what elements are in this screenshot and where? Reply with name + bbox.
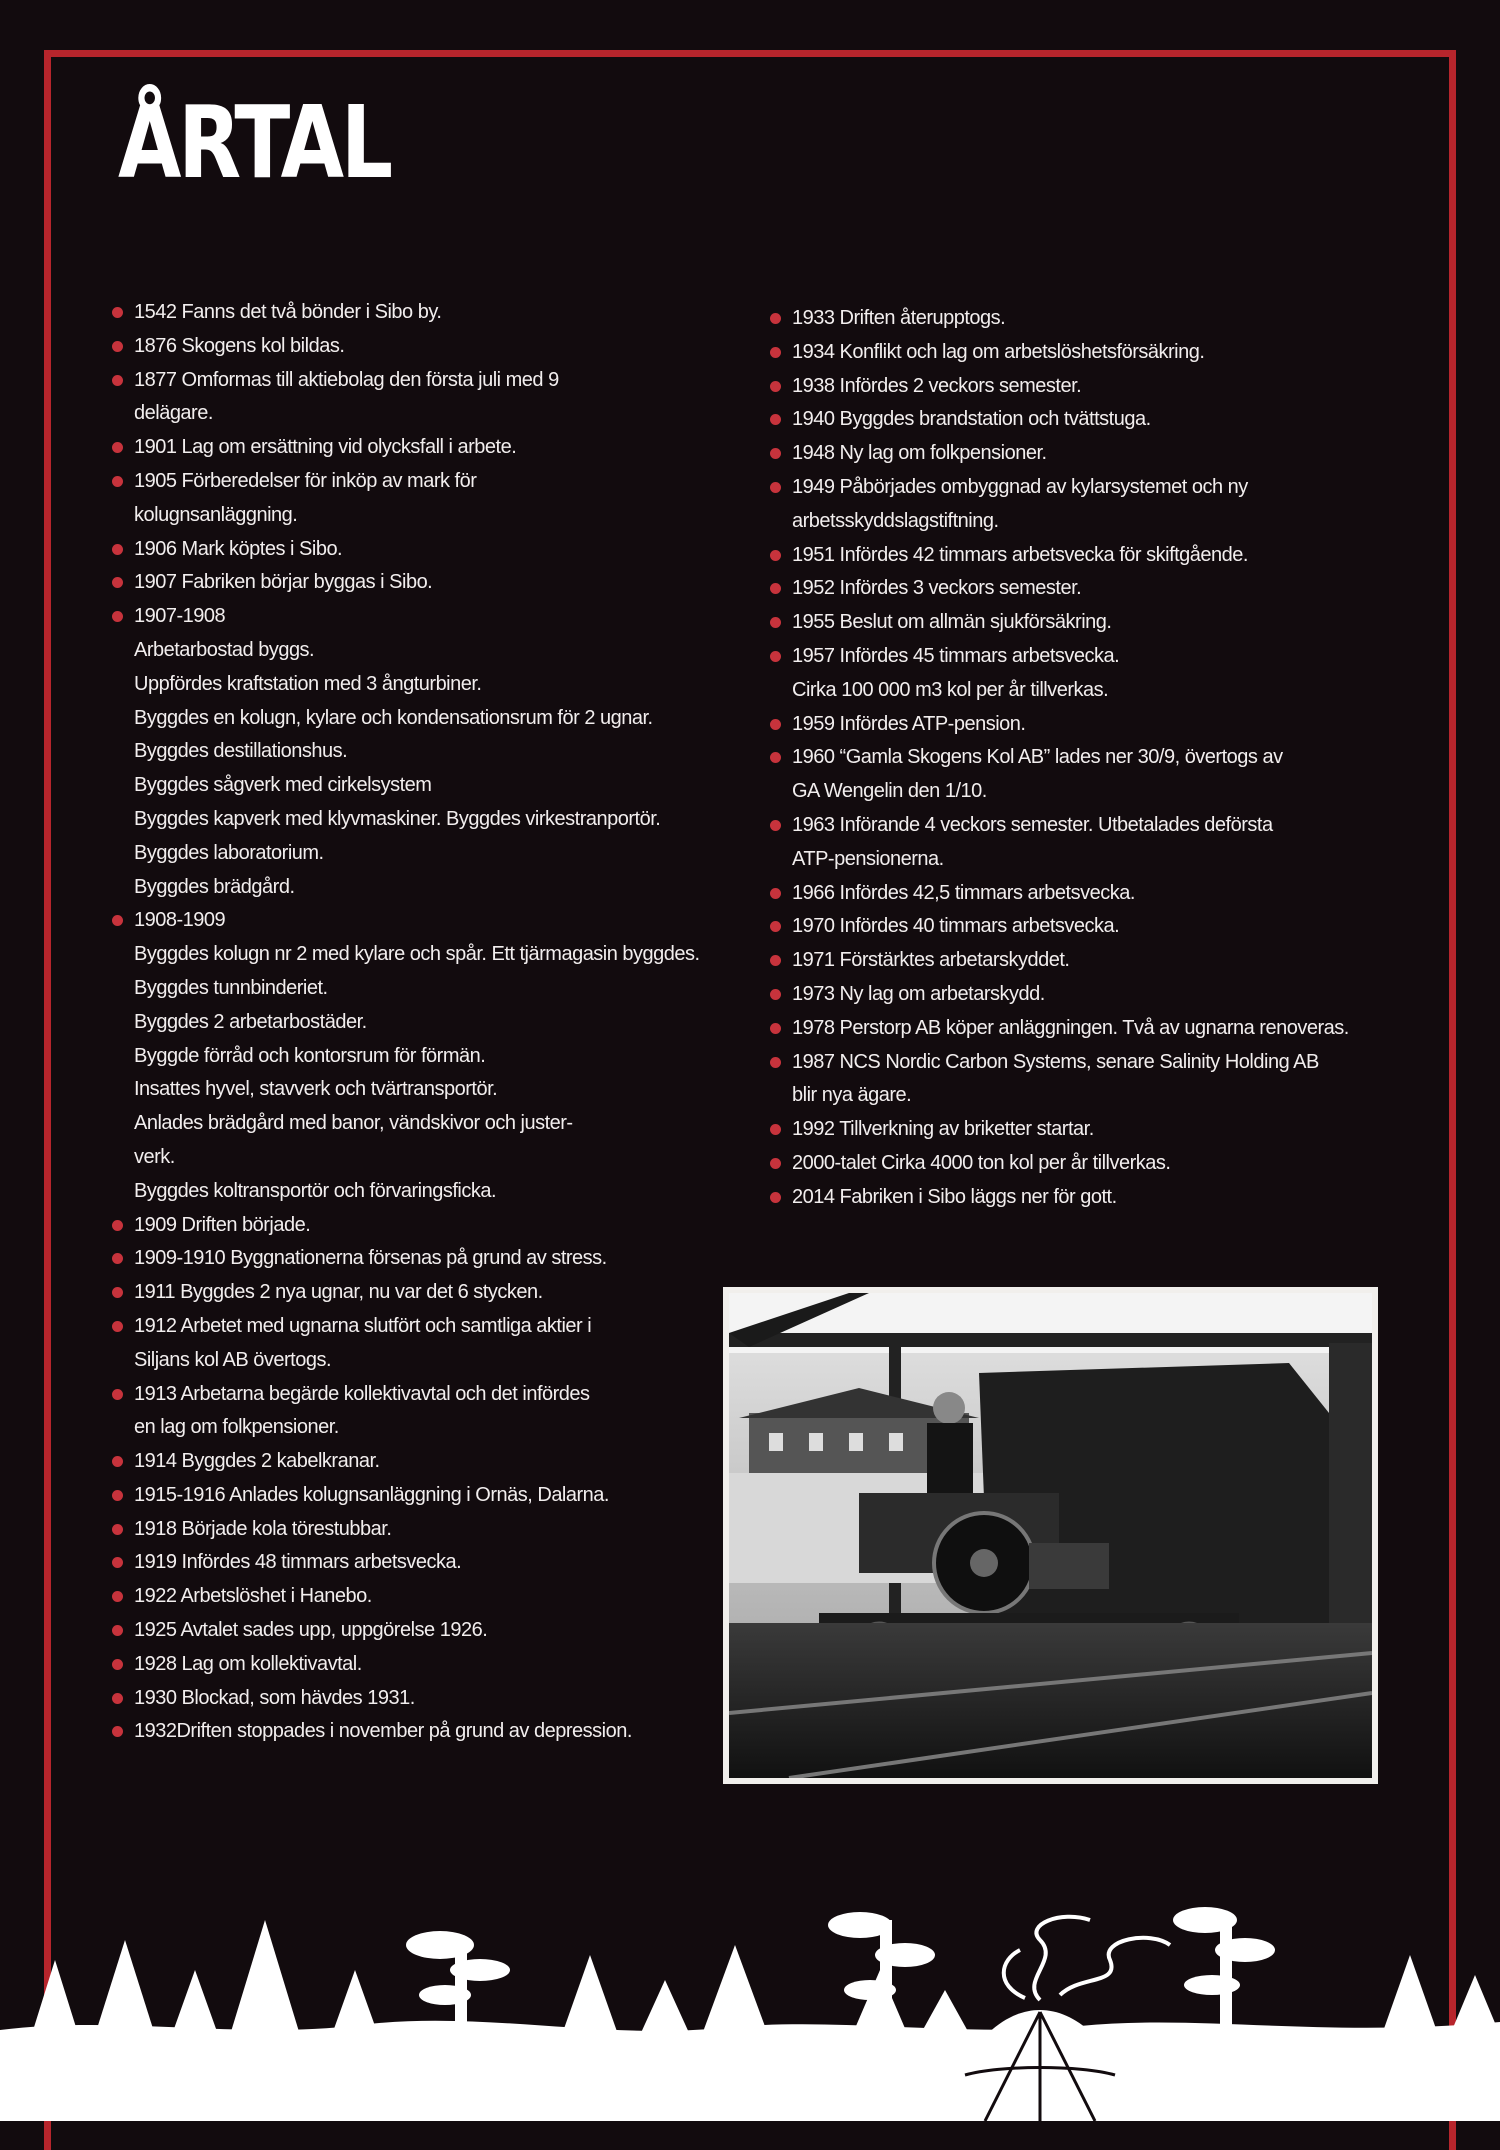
timeline-entry [112, 1546, 752, 1580]
timeline-entry [770, 437, 1390, 471]
timeline-entry-line: 1906 Mark köptes i Sibo. [134, 537, 343, 560]
timeline-entry-line: arbetsskyddslagstiftning. [792, 509, 999, 532]
timeline-entry-line: Anlades brädgård med banor, vändskivor och juster- [134, 1112, 573, 1135]
timeline-entry-line: ATP-pensionerna. [792, 847, 944, 870]
timeline-entry-line: 1948 Ny lag om folkpensioner. [792, 442, 1047, 465]
timeline-entry [770, 640, 1390, 708]
timeline-entry-line: kolugnsanläggning. [134, 503, 298, 526]
timeline-entry-line: 1987 NCS Nordic Carbon Systems, senare Salinity Holding AB [792, 1050, 1319, 1073]
timeline-entry [770, 370, 1390, 404]
timeline-entry-line: 1877 Omformas till aktiebolag den första juli med 9 [134, 368, 559, 391]
timeline-entry [112, 296, 752, 330]
timeline-entry-line: Byggdes destillationshus. [134, 740, 348, 763]
timeline-entry-line: 1959 Infördes ATP-pension. [792, 712, 1026, 735]
timeline-entry-line: 2000-talet Cirka 4000 ton kol per år tillverkas. [792, 1151, 1171, 1174]
timeline-entry [112, 1513, 752, 1547]
timeline-entry-line: 1901 Lag om ersättning vid olycksfall i arbete. [134, 436, 517, 459]
page-title: ÅRTAL [118, 84, 390, 201]
timeline-entry [112, 330, 752, 364]
timeline-entry [770, 403, 1390, 437]
timeline-entry [112, 600, 752, 904]
timeline-entry [770, 1046, 1390, 1114]
timeline-right-column [770, 302, 1390, 1215]
timeline-entry-line: 1909-1910 Byggnationerna försenas på grund av stress. [134, 1247, 607, 1270]
forest-silhouette [0, 1900, 1500, 2121]
timeline-entry-line: 1925 Avtalet sades upp, uppgörelse 1926. [134, 1619, 488, 1642]
historical-photo [723, 1287, 1378, 1784]
timeline-entry [770, 978, 1390, 1012]
timeline-entry-line: 1905 Förberedelser för inköp av mark för [134, 469, 477, 492]
timeline-entry [770, 1147, 1390, 1181]
timeline-entry-line: 1955 Beslut om allmän sjukförsäkring. [792, 611, 1112, 634]
historical-photo-image [729, 1293, 1372, 1778]
timeline-entry-line: en lag om folkpensioner. [134, 1416, 339, 1439]
timeline-entry-line: 1970 Infördes 40 timmars arbetsvecka. [792, 915, 1120, 938]
timeline-entry-line: Byggdes kolugn nr 2 med kylare och spår. Ett tjärmagasin byggdes. [134, 943, 700, 966]
timeline-left-column [112, 296, 752, 1749]
timeline-entry-line: Byggdes laboratorium. [134, 841, 324, 864]
timeline-entry-line: 1932Driften stoppades i november på grund av depression. [134, 1720, 632, 1743]
timeline-entry-line: Byggdes koltransportör och förvaringsficka. [134, 1179, 497, 1202]
timeline-entry-line: Byggdes tunnbinderiet. [134, 976, 328, 999]
timeline-entry-line: 1934 Konflikt och lag om arbetslöshetsförsäkring. [792, 340, 1205, 363]
timeline-entry-line: Uppfördes kraftstation med 3 ångturbiner. [134, 672, 482, 695]
timeline-entry-line: 1909 Driften började. [134, 1213, 311, 1236]
timeline-entry-line: 1912 Arbetet med ugnarna slutfört och samtliga aktier i [134, 1314, 592, 1337]
timeline-entry-line: 1952 Infördes 3 veckors semester. [792, 577, 1082, 600]
timeline-entry-line: 1908-1909 [134, 909, 226, 932]
timeline-entry-line: 1960 “Gamla Skogens Kol AB” lades ner 30/9, övertogs av [792, 746, 1283, 769]
timeline-entry-line: 1914 Byggdes 2 kabelkranar. [134, 1450, 380, 1473]
timeline-entry [770, 741, 1390, 809]
timeline-entry [112, 1479, 752, 1513]
timeline-entry-line: Byggdes en kolugn, kylare och kondensationsrum för 2 ugnar. [134, 706, 653, 729]
timeline-entry-line: 1913 Arbetarna begärde kollektivavtal och det infördes [134, 1382, 590, 1405]
timeline-entry-line: blir nya ägare. [792, 1084, 912, 1107]
timeline-entry-line: 1971 Förstärktes arbetarskyddet. [792, 949, 1070, 972]
timeline-entry-line: 1922 Arbetslöshet i Hanebo. [134, 1585, 372, 1608]
timeline-entry [112, 364, 752, 432]
timeline-entry-line: Byggdes brädgård. [134, 875, 295, 898]
timeline-entry-line: Byggdes sågverk med cirkelsystem [134, 774, 432, 797]
timeline-entry [770, 606, 1390, 640]
timeline-entry-line: 1907-1908 [134, 605, 226, 628]
timeline-entry-line: Cirka 100 000 m3 kol per år tillverkas. [792, 678, 1109, 701]
timeline-entry-line: 1542 Fanns det två bönder i Sibo by. [134, 301, 442, 323]
timeline-entry [112, 1378, 752, 1446]
timeline-entry [112, 566, 752, 600]
timeline-entry-line: 1907 Fabriken börjar byggas i Sibo. [134, 571, 433, 594]
timeline-entry-line: 1949 Påbörjades ombyggnad av kylarsystemet och ny [792, 475, 1248, 498]
timeline-entry-line: GA Wengelin den 1/10. [792, 780, 987, 803]
timeline-entry-line: 1973 Ny lag om arbetarskydd. [792, 982, 1045, 1005]
timeline-entry-line: delägare. [134, 402, 213, 425]
timeline-entry-line: 1915-1916 Anlades kolugnsanläggning i Ornäs, Dalarna. [134, 1483, 609, 1506]
timeline-entry [112, 1445, 752, 1479]
timeline-entry-line: 1928 Lag om kollektivavtal. [134, 1652, 362, 1675]
timeline-entry [770, 302, 1390, 336]
timeline-entry [770, 336, 1390, 370]
timeline-entry-line: 1951 Infördes 42 timmars arbetsvecka för skiftgående. [792, 543, 1248, 566]
timeline-entry-line: 1918 Började kola törestubbar. [134, 1517, 392, 1540]
timeline-entry [112, 1580, 752, 1614]
timeline-entry-line: Siljans kol AB övertogs. [134, 1348, 331, 1371]
timeline-entry-line: 1911 Byggdes 2 nya ugnar, nu var det 6 stycken. [134, 1281, 543, 1304]
timeline-entry [112, 1276, 752, 1310]
timeline-entry [770, 572, 1390, 606]
timeline-entry [770, 1012, 1390, 1046]
timeline-entry [112, 533, 752, 567]
timeline-entry-line: Byggdes kapverk med klyvmaskiner. Byggdes virkestranportör. [134, 807, 661, 830]
timeline-entry-line: 1966 Infördes 42,5 timmars arbetsvecka. [792, 881, 1135, 904]
timeline-entry [112, 1614, 752, 1648]
timeline-entry [112, 431, 752, 465]
timeline-entry-line: Arbetarbostad byggs. [134, 638, 315, 661]
timeline-entry-line: 1978 Perstorp AB köper anläggningen. Två av ugnarna renoveras. [792, 1016, 1349, 1039]
timeline-entry [770, 708, 1390, 742]
timeline-entry [112, 1715, 752, 1749]
timeline-entry-line: 2014 Fabriken i Sibo läggs ner för gott. [792, 1185, 1117, 1208]
timeline-entry [112, 1310, 752, 1378]
timeline-entry [112, 465, 752, 533]
timeline-entry-line: 1919 Infördes 48 timmars arbetsvecka. [134, 1551, 462, 1574]
timeline-entry [770, 809, 1390, 877]
timeline-entry [770, 539, 1390, 573]
timeline-entry [112, 904, 752, 1208]
timeline-entry-line: 1940 Byggdes brandstation och tvättstuga. [792, 408, 1151, 431]
timeline-entry-line: Insattes hyvel, stavverk och tvärtransportör. [134, 1078, 498, 1101]
timeline-entry [112, 1209, 752, 1243]
timeline-entry [770, 1181, 1390, 1215]
timeline-entry-line: Byggde förråd och kontorsrum för förmän. [134, 1044, 486, 1067]
timeline-entry [112, 1682, 752, 1716]
timeline-entry [770, 944, 1390, 978]
timeline-entry-line: Byggdes 2 arbetarbostäder. [134, 1010, 367, 1033]
timeline-entry-line: 1957 Infördes 45 timmars arbetsvecka. [792, 644, 1120, 667]
timeline-entry-line: 1930 Blockad, som hävdes 1931. [134, 1686, 415, 1709]
timeline-entry-line: 1933 Driften återupptogs. [792, 307, 1006, 329]
timeline-entry [770, 1113, 1390, 1147]
timeline-entry [770, 471, 1390, 539]
timeline-entry-line: verk. [134, 1145, 175, 1168]
timeline-entry [770, 877, 1390, 911]
timeline-entry-line: 1938 Infördes 2 veckors semester. [792, 374, 1082, 397]
timeline-entry-line: 1963 Införande 4 veckors semester. Utbetalades deförsta [792, 813, 1273, 836]
timeline-entry-line: 1992 Tillverkning av briketter startar. [792, 1118, 1094, 1141]
timeline-entry-line: 1876 Skogens kol bildas. [134, 334, 345, 357]
timeline-entry [112, 1242, 752, 1276]
timeline-entry [112, 1648, 752, 1682]
timeline-entry [770, 910, 1390, 944]
